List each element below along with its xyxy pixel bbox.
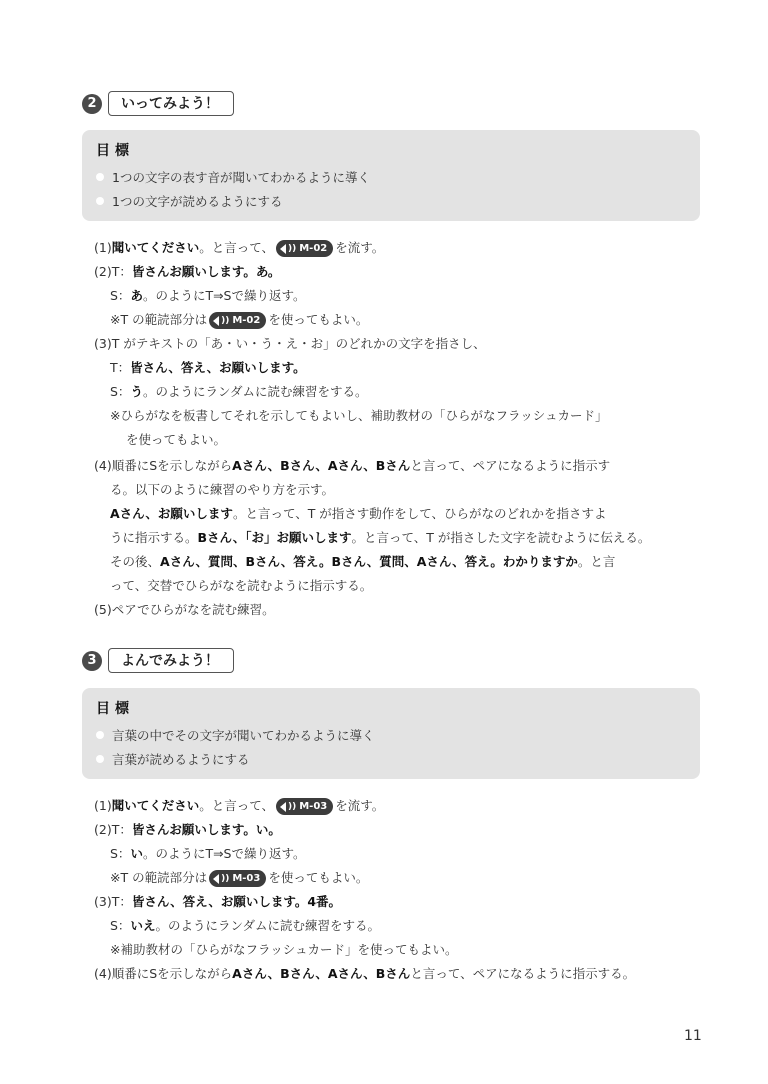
- text-line: S：いえ。のようにランダムに読む練習をする。: [110, 918, 380, 933]
- text-line: (5)ペアでひらがなを読む練習。: [94, 602, 275, 617]
- audio-badge: )) M-02: [276, 240, 333, 257]
- text-line: (1)聞いてください。と言って、 )) M-03 を流す。: [94, 798, 385, 813]
- text-line: を使ってもよい。: [126, 432, 227, 447]
- section-number: 3: [82, 651, 102, 671]
- text-line: ※補助教材の「ひらがなフラッシュカード」を使ってもよい。: [110, 942, 458, 957]
- goal-item: 1つの文字が読めるようにする: [96, 192, 282, 210]
- bullet-icon: [96, 731, 104, 739]
- speaker-icon: [213, 874, 219, 884]
- text-line: (4)順番にSを示しながらAさん、Bさん、Aさん、Bさんと言って、ペアになるように指示する。: [94, 966, 636, 981]
- text-line: ※T の範読部分は )) M-03 を使ってもよい。: [110, 870, 369, 885]
- section-title: よんでみよう！: [108, 648, 234, 673]
- goal-item: 言葉の中でその文字が聞いてわかるように導く: [96, 726, 375, 744]
- text-line: T：皆さん、答え、お願いします。: [110, 360, 306, 375]
- text-line: S：う。のようにランダムに読む練習をする。: [110, 384, 368, 399]
- section-title: いってみよう！: [108, 91, 234, 116]
- text-line: (2)T：皆さんお願いします。あ。: [94, 264, 281, 279]
- text-line: って、交替でひらがなを読むように指示する。: [110, 578, 373, 593]
- goal-title: 目標: [96, 143, 134, 159]
- text-line: (2)T：皆さんお願いします。い。: [94, 822, 281, 837]
- section-3-header: [82, 648, 234, 673]
- audio-badge: )) M-03: [209, 870, 266, 887]
- text-line: Aさん、お願いします。と言って、T が指さす動作をして、ひらがなのどれかを指さすよ: [110, 506, 607, 521]
- text-line: ※T の範読部分は )) M-02 を使ってもよい。: [110, 312, 369, 327]
- section-number: 2: [82, 94, 102, 114]
- page-number: 11: [684, 1028, 702, 1044]
- bullet-icon: [96, 173, 104, 181]
- text-line: る。以下のように練習のやり方を示す。: [110, 482, 335, 497]
- text-line: (3)T がテキストの「あ・い・う・え・お」のどれかの文字を指さし、: [94, 336, 486, 351]
- audio-badge: )) M-03: [276, 798, 333, 815]
- speaker-icon: [280, 244, 286, 254]
- speaker-icon: [280, 802, 286, 812]
- speaker-icon: [213, 316, 219, 326]
- section-2-header: [82, 91, 234, 116]
- goal-item: 1つの文字の表す音が聞いてわかるように導く: [96, 168, 370, 186]
- audio-badge: )) M-02: [209, 312, 266, 329]
- text-line: S：あ。のようにT⇒Sで繰り返す。: [110, 288, 306, 303]
- text-line: うに指示する。Bさん、「お」お願いします。と言って、T が指さした文字を読むように伝える。: [110, 530, 651, 545]
- bullet-icon: [96, 197, 104, 205]
- goal-box: [82, 130, 700, 221]
- text-line: (3)T：皆さん、答え、お願いします。4番。: [94, 894, 342, 909]
- bullet-icon: [96, 755, 104, 763]
- text-line: S：い。のようにT⇒Sで繰り返す。: [110, 846, 306, 861]
- goal-box: [82, 688, 700, 779]
- text-line: その後、Aさん、質問、Bさん、答え。Bさん、質問、Aさん、答え。わかりますか。と言: [110, 554, 616, 569]
- text-line: (1)聞いてください。と言って、 )) M-02 を流す。: [94, 240, 385, 255]
- goal-title: 目標: [96, 701, 134, 717]
- text-line: ※ひらがなを板書してそれを示してもよいし、補助教材の「ひらがなフラッシュカード」: [110, 408, 608, 423]
- text-line: (4)順番にSを示しながらAさん、Bさん、Aさん、Bさんと言って、ペアになるように指示す: [94, 458, 611, 473]
- goal-item: 言葉が読めるようにする: [96, 750, 250, 768]
